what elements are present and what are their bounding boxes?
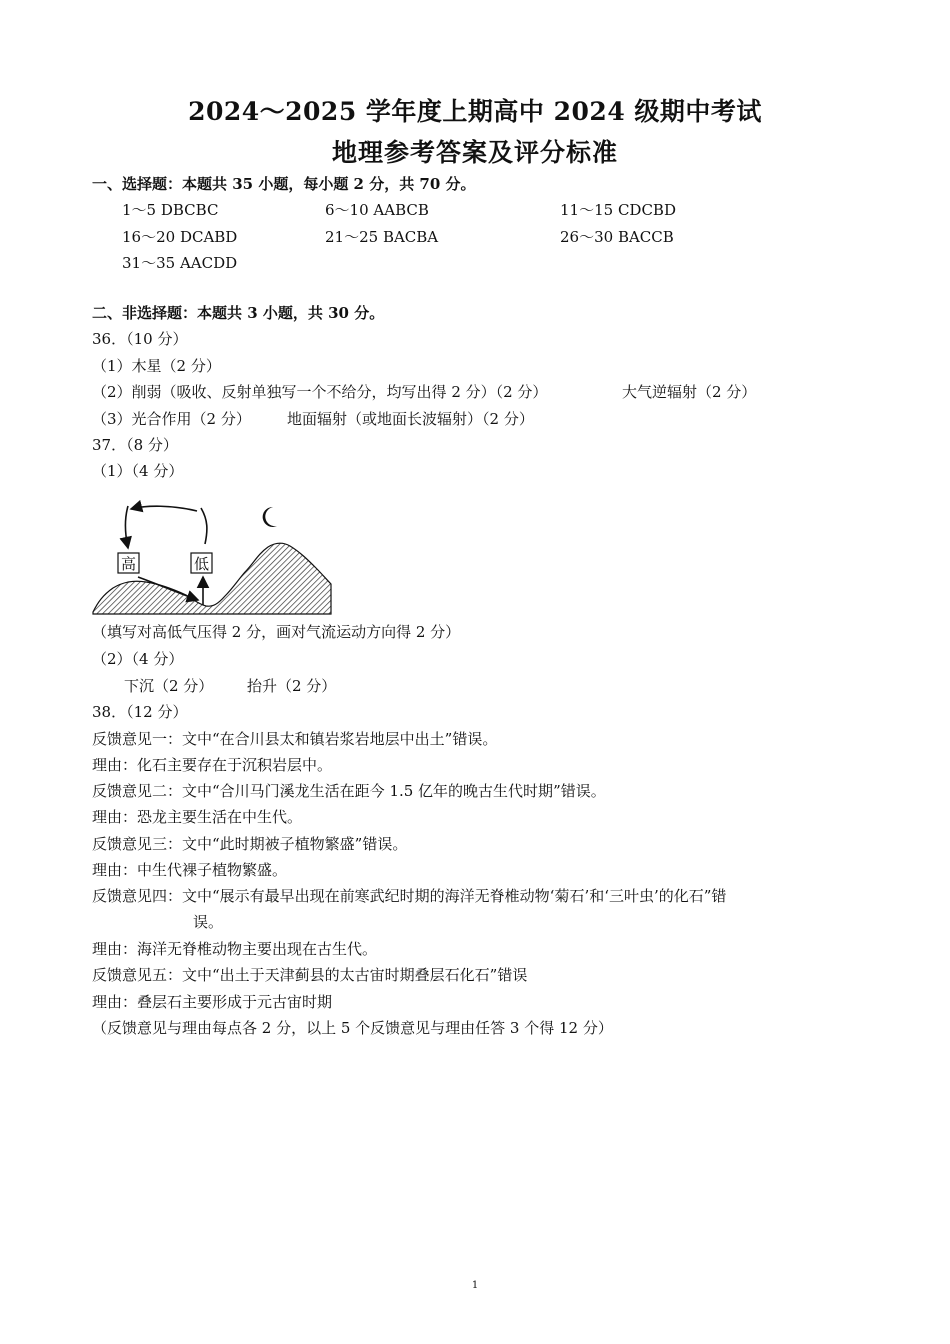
answer-31-35: 31～35 AACDD bbox=[122, 254, 238, 272]
q38-reason-4: 理由：海洋无脊椎动物主要出现在古生代。 bbox=[92, 940, 378, 958]
q38-feedback-2: 反馈意见二：文中“合川马门溪龙生活在距今 1.5 亿年的晚古生代时期”错误。 bbox=[92, 782, 606, 800]
q36-part2a: （2）削弱（吸收、反射单独写一个不给分，均写出得 2 分）（2 分） bbox=[92, 383, 548, 401]
q37-answer-sinking: 下沉（2 分） bbox=[124, 677, 214, 695]
high-pressure-label: 高 bbox=[120, 555, 137, 573]
q36-head: 36．（10 分） bbox=[92, 330, 188, 348]
q37-part1: （1）（4 分） bbox=[92, 462, 184, 480]
answer-16-20: 16～20 DCABD bbox=[122, 228, 238, 246]
page-title: 2024～2025 学年度上期高中 2024 级期中考试 bbox=[188, 97, 762, 126]
answer-26-30: 26～30 BACCB bbox=[560, 228, 674, 246]
q38-feedback-1: 反馈意见一：文中“在合川县太和镇岩浆岩地层中出土”错误。 bbox=[92, 730, 498, 748]
q38-reason-2: 理由：恐龙主要生活在中生代。 bbox=[92, 808, 303, 826]
q38-scoring-note: （反馈意见与理由每点各 2 分，以上 5 个反馈意见与理由任答 3 个得 12 分） bbox=[92, 1019, 613, 1037]
q37-head: 37．（8 分） bbox=[92, 436, 178, 454]
q37-scoring-note: （填写对高低气压得 2 分，画对气流运动方向得 2 分） bbox=[92, 623, 461, 641]
q38-reason-5: 理由：叠层石主要形成于元古宙时期 bbox=[92, 993, 333, 1011]
q37-part2: （2）（4 分） bbox=[92, 650, 184, 668]
q38-feedback-4-cont: 误。 bbox=[193, 913, 224, 931]
sinking-airflow-arrow bbox=[125, 506, 128, 548]
rising-airflow-arrow bbox=[201, 508, 207, 544]
page-number: 1 bbox=[471, 1280, 479, 1291]
q37-answer-rising: 抬升（2 分） bbox=[247, 677, 337, 695]
low-pressure-label: 低 bbox=[193, 555, 210, 573]
q38-reason-3: 理由：中生代裸子植物繁盛。 bbox=[92, 861, 288, 879]
page-subtitle: 地理参考答案及评分标准 bbox=[331, 138, 618, 167]
q38-feedback-5: 反馈意见五：文中“出土于天津蓟县的太古宙时期叠层石化石”错误 bbox=[92, 966, 528, 984]
air-circulation-diagram bbox=[88, 492, 333, 620]
q36-part3a: （3）光合作用（2 分） bbox=[92, 410, 251, 428]
q36-part1: （1）木星（2 分） bbox=[92, 357, 221, 375]
answer-11-15: 11～15 CDCBD bbox=[560, 201, 676, 219]
q38-reason-1: 理由：化石主要存在于沉积岩层中。 bbox=[92, 756, 333, 774]
section1-heading: 一、选择题：本题共 35 小题，每小题 2 分，共 70 分。 bbox=[92, 175, 476, 193]
answer-21-25: 21～25 BACBA bbox=[325, 228, 439, 246]
answer-6-10: 6～10 AABCB bbox=[325, 201, 429, 219]
q38-head: 38．（12 分） bbox=[92, 703, 188, 721]
q38-feedback-4: 反馈意见四：文中“展示有最早出现在前寒武纪时期的海洋无脊椎动物‘菊石’和‘三叶虫’的化石”错 bbox=[92, 887, 727, 905]
section2-heading: 二、非选择题：本题共 3 小题，共 30 分。 bbox=[92, 304, 385, 322]
answer-1-5: 1～5 DBCBC bbox=[122, 201, 219, 219]
q36-part2b: 大气逆辐射（2 分） bbox=[622, 383, 757, 401]
upper-airflow-arrow bbox=[131, 506, 197, 511]
moon-icon bbox=[263, 507, 277, 527]
q38-feedback-3: 反馈意见三：文中“此时期被子植物繁盛”错误。 bbox=[92, 835, 408, 853]
q36-part3b: 地面辐射（或地面长波辐射）（2 分） bbox=[287, 410, 534, 428]
